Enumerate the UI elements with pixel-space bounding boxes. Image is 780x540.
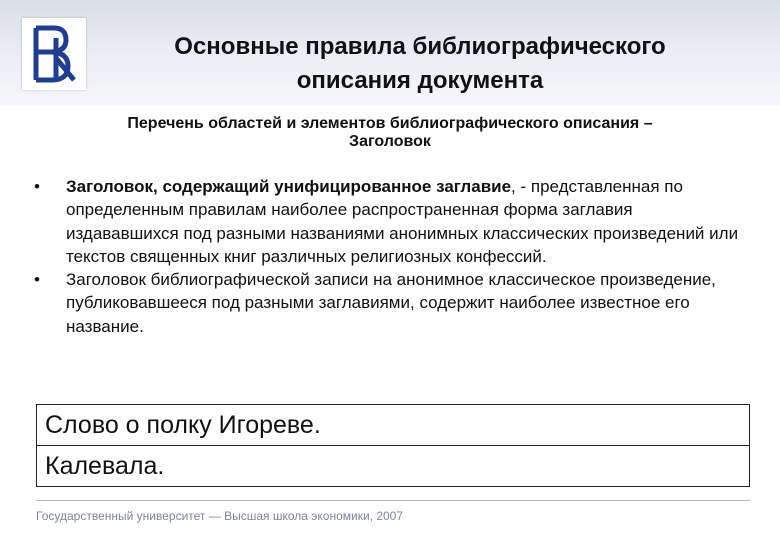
hse-logo-icon — [22, 18, 86, 90]
title-line-2: описания документа — [296, 67, 544, 94]
example-row: Слово о полку Игореве. — [45, 411, 321, 439]
bullet-text: Заголовок библиографической записи на анонимное классическое произведение, публиковавшееся под разными заглавиями, содержит наиболее известное его название. — [66, 270, 716, 336]
example-row: Калевала. — [37, 445, 749, 486]
bullet-item — [28, 175, 748, 268]
bullet-marker: • — [34, 177, 40, 196]
bullet-bold-text: Заголовок, содержащий унифицированное заглавие — [66, 177, 512, 196]
examples-box — [36, 404, 750, 487]
bullet-item — [28, 268, 748, 338]
page-title — [100, 30, 740, 98]
bullet-marker: • — [34, 270, 40, 290]
footer-divider — [36, 500, 750, 501]
subtitle-line-1: Перечень областей и элементов библиографического описания – — [127, 115, 653, 132]
bullet-text: , - представленная по определенным правилам наиболее распространенная форма заглавия издававшихся под разными названиями анонимных классических произведений или текстов священных книг различных религиозных конфессий. — [66, 177, 739, 266]
footer-text: Государственный университет — Высшая школа экономики, 2007 — [36, 509, 404, 523]
title-line-1: Основные правила библиографического — [174, 33, 666, 60]
bullet-list — [28, 175, 748, 338]
subtitle-line-2: Заголовок — [349, 133, 431, 150]
section-subtitle — [40, 115, 740, 151]
slide-header — [0, 0, 780, 106]
